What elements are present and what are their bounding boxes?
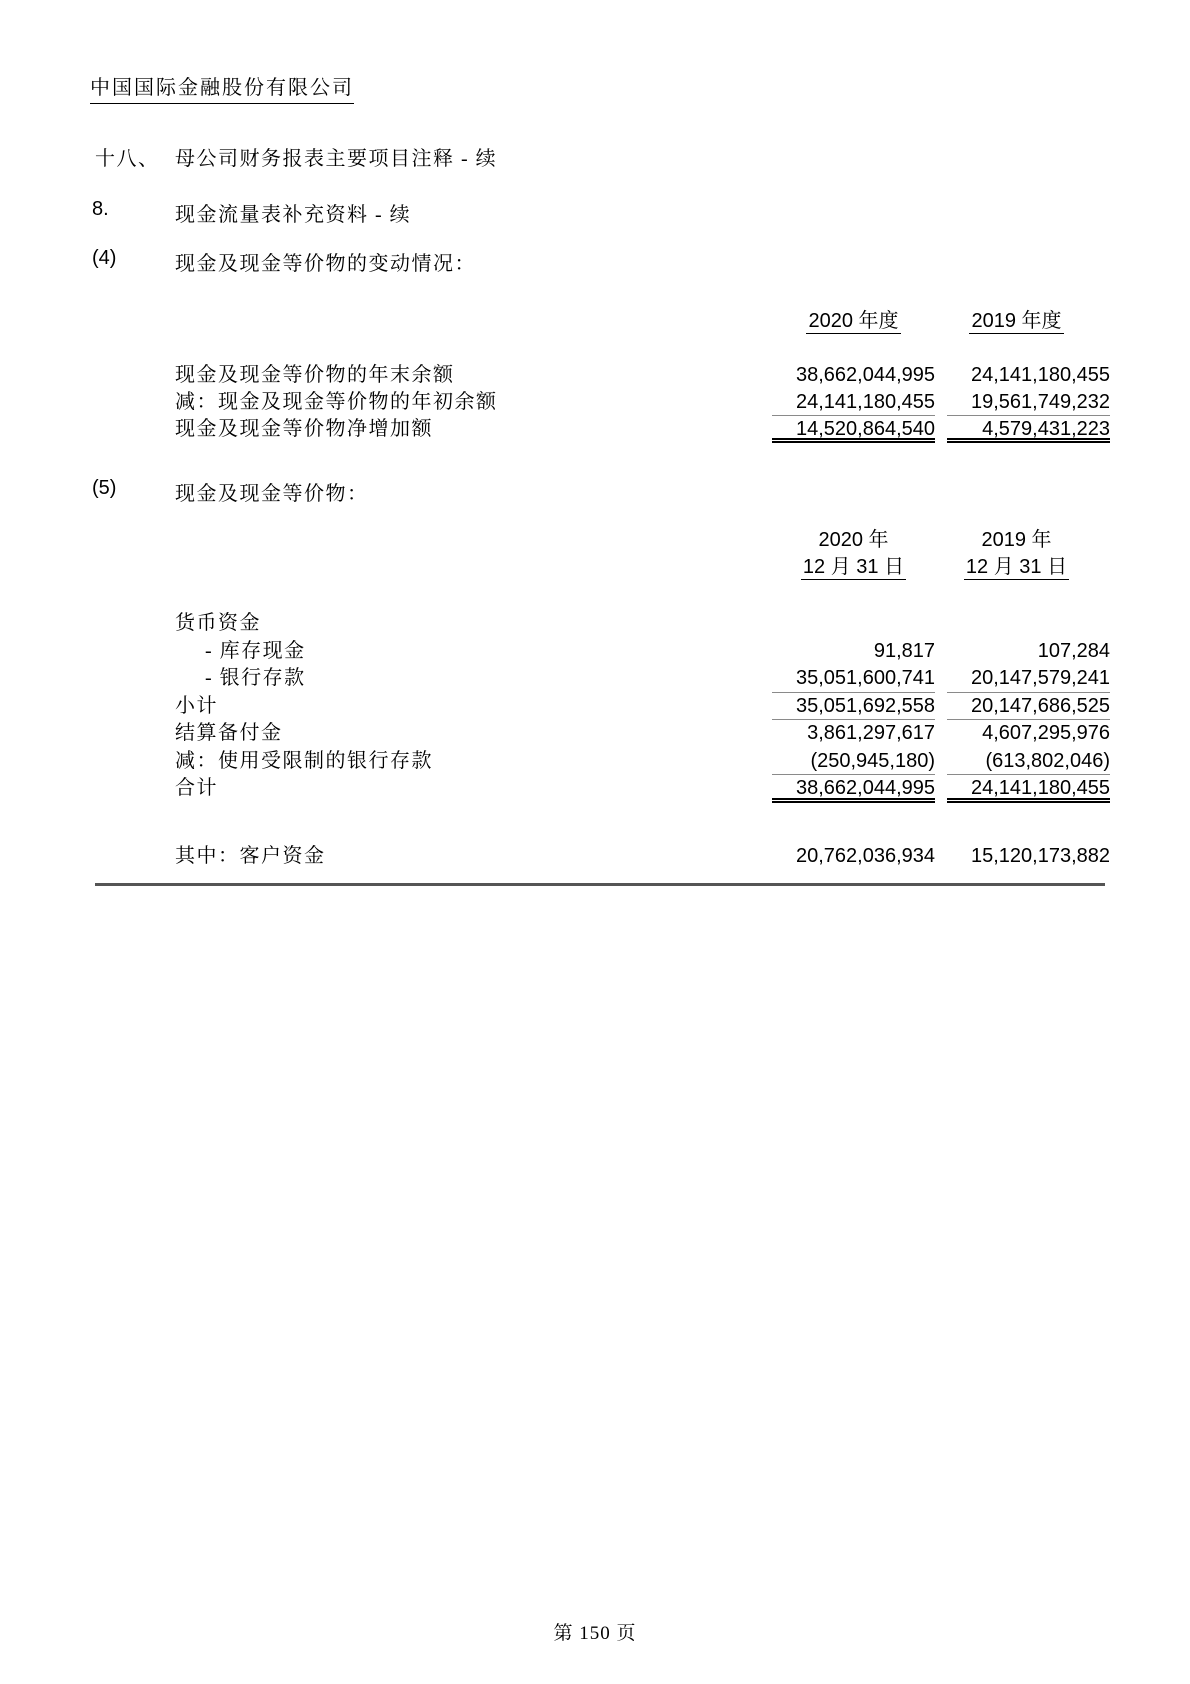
header-spacer xyxy=(175,555,772,582)
column-header-2020: 2020 年度 xyxy=(808,310,899,332)
column-header-2019-date: 12 月 31 日 xyxy=(965,556,1068,578)
row-value-2020: 24,141,180,455 xyxy=(772,389,935,416)
row-label: 减：使用受限制的银行存款 xyxy=(175,749,433,772)
row-label: - 银行存款 xyxy=(205,667,306,689)
table-row xyxy=(175,720,1110,748)
row-value-2019: 24,141,180,455 xyxy=(947,775,1110,803)
row-label: 其中：客户资金 xyxy=(175,844,326,867)
row-label: 合计 xyxy=(175,777,218,799)
section-title: 母公司财务报表主要项目注释 - 续 xyxy=(175,148,498,170)
subsection-number: 8. xyxy=(92,198,109,220)
cash-change-table xyxy=(175,310,1110,443)
item4-title: 现金及现金等价物的变动情况： xyxy=(175,253,476,275)
section-heading xyxy=(0,142,1190,170)
row-value-2020: 3,861,297,617 xyxy=(807,722,935,744)
row-value-2020: 14,520,864,540 xyxy=(772,416,935,443)
row-value-2020: 38,662,044,995 xyxy=(772,775,935,803)
table-row-total xyxy=(175,775,1110,803)
row-value-2019: 24,141,180,455 xyxy=(970,364,1110,386)
table-row-subtotal xyxy=(175,693,1110,721)
row-label: 现金及现金等价物的年末余额 xyxy=(175,364,455,386)
table-row xyxy=(175,665,1110,693)
row-value-2019: 15,120,173,882 xyxy=(970,844,1110,867)
table-row xyxy=(175,638,1110,666)
item5-number: (5) xyxy=(92,477,117,499)
subsection-title: 现金流量表补充资料 - 续 xyxy=(175,204,412,226)
column-header-2019: 2019 年度 xyxy=(971,310,1062,332)
table-row xyxy=(175,389,1110,416)
column-header-2019-year: 2019 年 xyxy=(981,529,1052,551)
row-value-2019: (613,802,046) xyxy=(947,748,1110,776)
row-value-2020: 91,817 xyxy=(873,639,935,662)
subsection-heading xyxy=(0,198,1190,226)
row-value-2019: 20,147,686,525 xyxy=(947,693,1110,721)
row-value-2019: 20,147,579,241 xyxy=(947,665,1110,693)
row-value-2020: 20,762,036,934 xyxy=(795,844,935,867)
row-label: 结算备付金 xyxy=(175,722,283,744)
page-number: 第 150 页 xyxy=(553,1623,637,1644)
row-value-2019: 4,607,295,976 xyxy=(982,722,1110,744)
item5-title: 现金及现金等价物： xyxy=(175,483,369,505)
table-header-row xyxy=(175,310,1110,334)
table-row xyxy=(175,362,1110,389)
item4-number: (4) xyxy=(92,247,117,269)
row-label: 货币资金 xyxy=(175,612,261,634)
table-header-row-line2 xyxy=(175,555,1110,582)
row-label: - 库存现金 xyxy=(205,639,306,662)
table-body xyxy=(175,610,1110,870)
row-value-2019: 19,561,749,232 xyxy=(947,389,1110,416)
table-row-group-header xyxy=(175,610,1110,638)
row-value-2020: (250,945,180) xyxy=(772,748,935,776)
table-row-total xyxy=(175,416,1110,443)
row-value-2019: 107,284 xyxy=(1037,639,1110,662)
header-spacer xyxy=(175,310,772,334)
column-header-2020-date: 12 月 31 日 xyxy=(802,556,905,578)
row-label: 现金及现金等价物净增加额 xyxy=(175,418,433,440)
table-row xyxy=(175,748,1110,776)
section-number: 十八、 xyxy=(95,148,160,170)
bottom-divider xyxy=(95,883,1105,886)
item4-heading xyxy=(0,247,1190,275)
row-value-2020: 35,051,600,741 xyxy=(772,665,935,693)
row-value-2019: 4,579,431,223 xyxy=(947,416,1110,443)
row-value-2020: 38,662,044,995 xyxy=(795,364,935,386)
table-header-row-line1 xyxy=(175,528,1110,555)
column-header-2020-year: 2020 年 xyxy=(818,529,889,551)
row-value-2020: 35,051,692,558 xyxy=(772,693,935,721)
cash-composition-table xyxy=(175,528,1110,870)
company-name: 中国国际金融股份有限公司 xyxy=(90,71,354,104)
row-label: 小计 xyxy=(175,694,218,717)
item5-heading xyxy=(0,477,1190,505)
row-label: 减：现金及现金等价物的年初余额 xyxy=(175,391,498,413)
table-row-of-which xyxy=(175,843,1110,871)
table-body xyxy=(175,362,1110,443)
header-spacer xyxy=(175,528,772,555)
